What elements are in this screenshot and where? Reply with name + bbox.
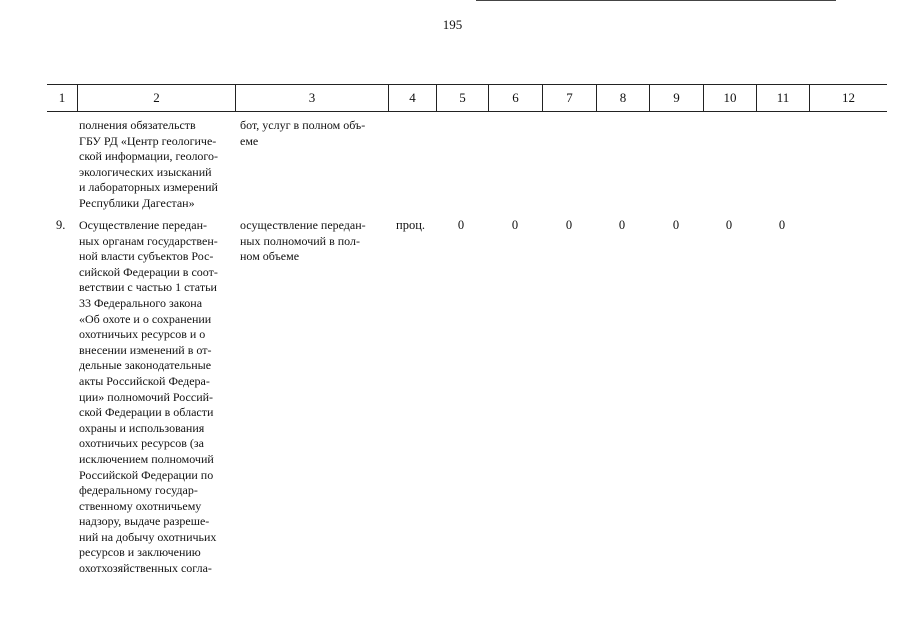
text-line: осуществление передан- [240, 218, 366, 232]
header-col-11: 11 [756, 85, 809, 111]
text-line: федеральному государ- [79, 483, 198, 498]
header-col-4: 4 [388, 85, 436, 111]
text-line: ветствии с частью 1 статьи [79, 280, 217, 295]
table-header [47, 84, 887, 112]
row9-value-col11: 0 [778, 218, 786, 232]
text-line: охраны и использования [79, 420, 205, 435]
text-line: бот, услуг в полном объ- [240, 118, 366, 132]
text-line: ном объеме [240, 249, 300, 264]
text-line: ной власти субъектов Рос- [79, 249, 214, 264]
row9-unit: проц. [396, 218, 426, 232]
row9-value-col8: 0 [618, 218, 626, 232]
row9-col3 [240, 218, 388, 265]
top-rule [476, 0, 836, 1]
header-col-9: 9 [649, 85, 703, 111]
text-line: еме [240, 133, 259, 148]
continued-row-col3 [240, 118, 388, 149]
text-line: «Об охоте и о сохранении [79, 311, 212, 326]
header-col-2: 2 [77, 85, 235, 111]
header-col-3: 3 [235, 85, 388, 111]
header-col-10: 10 [703, 85, 756, 111]
text-line: полнения обязательств [79, 118, 196, 132]
header-col-1: 1 [58, 90, 66, 105]
text-line: ных органам государствен- [79, 233, 218, 248]
header-col-8: 8 [596, 85, 649, 111]
text-line: Республики Дагестан» [79, 195, 195, 210]
continued-row-col2 [79, 118, 234, 212]
row9-col2 [79, 218, 234, 577]
text-line: ГБУ РД «Центр геологиче- [79, 133, 217, 148]
page-number: 195 [442, 17, 463, 32]
row-number: 9. [56, 218, 66, 232]
text-line: охотничьих ресурсов и о [79, 327, 206, 342]
text-line: ции» полномочий Россий- [79, 389, 214, 404]
text-line: Осуществление передан- [79, 218, 208, 232]
text-line: ской информации, геолого- [79, 149, 219, 164]
text-line: Российской Федерации по [79, 467, 214, 482]
header-col-12: 12 [809, 85, 887, 111]
row9-value-col10: 0 [725, 218, 733, 232]
text-line: ний на добычу охотничьих [79, 529, 217, 544]
text-line: 33 Федерального закона [79, 295, 203, 310]
text-line: охотничьих ресурсов (за [79, 436, 204, 451]
text-line: акты Российской Федера- [79, 373, 210, 388]
text-line: экологических изысканий [79, 164, 212, 179]
row9-value-col5: 0 [457, 218, 465, 232]
text-line: охотхозяйственных согла- [79, 561, 212, 576]
text-line: ской Федерации в области [79, 405, 214, 420]
text-line: и лабораторных измерений [79, 180, 218, 195]
text-line: надзору, выдаче разреше- [79, 514, 210, 529]
header-col-5: 5 [436, 85, 488, 111]
text-line: сийской Федерации в соот- [79, 264, 218, 279]
header-col-6: 6 [488, 85, 542, 111]
text-line: ресурсов и заключению [79, 545, 201, 560]
header-col-7: 7 [542, 85, 596, 111]
text-line: ных полномочий в пол- [240, 233, 361, 248]
row9-value-col6: 0 [511, 218, 519, 232]
row9-value-col7: 0 [565, 218, 573, 232]
text-line: дельные законодательные [79, 358, 212, 373]
row9-value-col9: 0 [672, 218, 680, 232]
text-line: ственному охотничьему [79, 498, 202, 513]
text-line: исключением полномочий [79, 451, 214, 466]
text-line: внесении изменений в от- [79, 342, 212, 357]
